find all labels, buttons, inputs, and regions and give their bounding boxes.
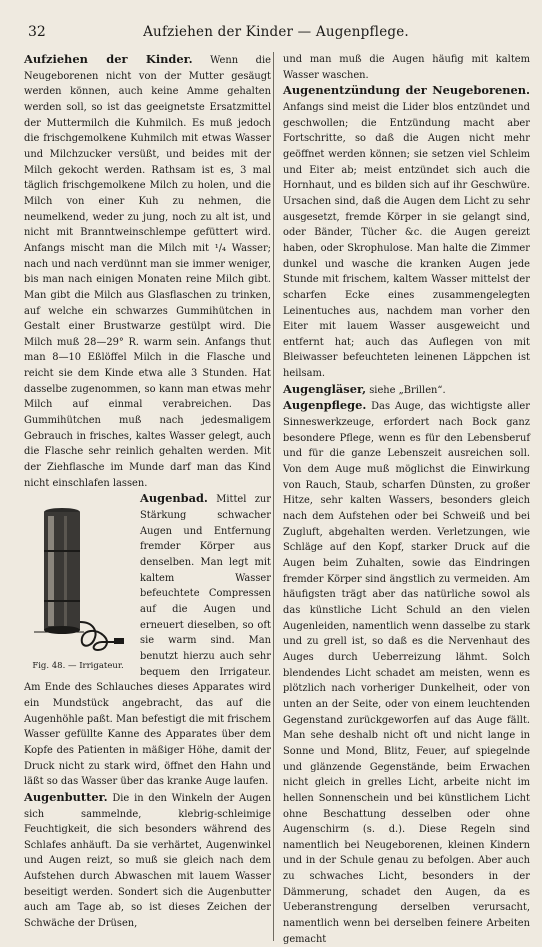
entry-heading: Augengläser,	[283, 381, 367, 396]
irrigateur-figure	[24, 492, 132, 672]
entry-continuation	[283, 52, 530, 83]
entry-text: Die in den Winkeln der Augen sich sammelnde, klebrig-schleimige Feuchtigkeit, die sich besonders während des Schlafes anhäuft. Da sie verhärtet, Augenwinkel und Augen reizt, so muß sie gleich nach dem Aufstehen durch Abwaschen mit lauem Wasser beseitigt werden. Sondert sich die Augenbutter auch am Tage ab, so ist dieses Zeichen der Schwäche der Drüsen,	[24, 792, 272, 930]
two-column-body	[24, 52, 531, 945]
irrigateur-illustration	[24, 492, 132, 660]
entry-heading: Augenpflege.	[283, 398, 367, 413]
entry-augenbad	[24, 491, 271, 789]
entry-heading: Augenentzündung der Neugeborenen.	[283, 83, 530, 98]
running-head: Aufziehen der Kinder — Augenpflege.	[143, 24, 409, 40]
left-column	[24, 52, 271, 941]
entry-augenentzuendung	[283, 83, 530, 381]
right-column	[283, 52, 531, 945]
entry-augenpflege	[283, 398, 530, 947]
entry-augenglaeser	[283, 382, 530, 399]
entry-augenbutter	[24, 790, 271, 932]
entry-aufziehen	[24, 52, 271, 491]
entry-text: siehe „Brillen“.	[369, 384, 446, 396]
page-header	[24, 22, 528, 44]
entry-text: Anfangs sind meist die Lider blos entzündet und geschwollen; die Entzündung macht aber Fortschritte, so daß die Augen nicht mehr geöffnet werden können; sie setzen viel Schleim und Eiter ab; meist entzündet sich auch die Hornhaut, und es bilden sich auf ihr Geschwüre. Ursachen sind, daß die Augen dem Licht zu sehr ausgesetzt, fremde Körper in sie gelangt sind, oder Bänder, Tücher &c. die Augen gereizt haben, oder Skrophulose. Man halte die Zimmer dunkel und wasche die kranken Augen jede Stunde mit frischem, kaltem Wasser mittelst der scharfen Ecke eines zusammengelegten Leinentuches aus, nachdem man vorher den Eiter mit lauem Wasser ausgeweicht und entfernt hat; auch das Auflegen von mit Bleiwasser befeuchteten leinenen Läppchen ist heilsam.	[283, 101, 530, 380]
page-number: 32	[28, 24, 46, 40]
entry-text: Das Auge, das wichtigste aller Sinneswerkzeuge, erfordert nach Bock ganz besondere Pflege, wenn es für den Lebensberuf und für die ganze Lebenszeit ausreichen soll. Von dem Auge muß möglichst die Einwirkung von Rauch, Staub, scharfen Dünsten, zu großer Hitze, sehr kalten Wassers, besonders gleich nach dem Aufstehen oder bei Schweiß und bei Zugluft, abgehalten werden. Verletzungen, wie Schläge auf den Kopf, starker Druck auf die Augen beim Zuhalten, sowie das Eindringen fremder Körper sind ängstlich zu vermeiden. Am häufigsten trägt aber das natürliche sowol als das künstliche Licht Schuld an den vielen Augenleiden, namentlich wenn dasselbe zu stark und zu grell ist, so daß es die Nervenhaut des Auges durch Ueberreizung lähmt. Solch blendendes Licht schadet am meisten, wenn es plötzlich nach vorheriger Dunkelheit, oder von unten an der Seite, oder von einem leuchtenden Gegenstand zurückgeworfen auf das Auge fällt. Man sehe deshalb nicht oft und nicht lange in Sonne und Mond, Blitz, Feuer, auf spiegelnde und glänzende Gegenstände, beim Erwachen nicht gleich in grelles Licht, arbeite nicht im hellen Sonnenschein und bei künstlichem Licht ohne Beschattung desselben oder ohne Augenschirm (s. d.). Diese Regeln sind namentlich bei Neugeborenen, kleinen Kindern und in der Schule genau zu befolgen. Aber auch zu schwaches Licht, besonders in der Dämmerung, schadet den Augen, da es Ueberanstrengung derselben verursacht, namentlich wenn bei derselben feinere Arbeiten gemacht	[283, 401, 531, 945]
entry-heading: Augenbutter.	[24, 789, 108, 804]
entry-text: Wenn die Neugeborenen nicht von der Mutter gesäugt werden können, auch keine Amme gehalten werden soll, so ist das geeignetste Ersatzmittel der Muttermilch die Kuhmilch. Es muß jedoch die frischgemolkene Kuhmilch mit etwas Wasser und Milchzucker versüßt, und beides mit der Milch gekocht werden. Rathsam ist es, 3 mal täglich frischgemolkene Milch zu holen, und die Milch von einer Kuh zu nehmen, die neumelkend, weder zu jung, noch zu alt ist, und nicht mit Branntweinschlempe gefüttert wird. Anfangs mischt man die Milch mit ¹/₄ Wasser; nach und nach verdünnt man sie immer weniger, bis man nach einigen Monaten reine Milch gibt. Man gibt die Milch aus Glasflaschen zu trinken, auf welche ein schwarzes Gummihütchen in Gestalt einer Brustwarze gestülpt wird. Die Milch muß 28—29° R. warm sein. Anfangs thut man 8—10 Eßlöffel Milch in die Flasche und reicht sie dem Kinde etwa alle 3 Stunden. Hat dasselbe zugenommen, so kann man etwas mehr Milch auf einmal verabreichen. Das Gummihütchen muß nach jedesmaligem Gebrauch in frisches, kaltes Wasser gelegt, auch die Flasche sehr reinlich gehalten werden. Mit der Ziehflasche im Munde darf man das Kind nicht einschlafen lassen.	[24, 55, 271, 489]
entry-text: Mittel zur Stärkung schwacher Augen und Entfernung fremder Körper aus denselben. Man legt mit kaltem Wasser befeuchtete Compressen auf die Augen und erneuert dieselben, so oft sie warm sind. Man benutzt hierzu auch sehr bequem den Irrigateur. Am Ende des Schlauches dieses Apparates wird ein Mundstück angebracht, das auf die Augenhöhle paßt. Man befestigt die mit frischem Wasser gefüllte Kanne des Apparates über dem Kopfe des Patienten in mäßiger Höhe, damit der Druck nicht zu stark wird, öffnet den Hahn und läßt so das Wasser über das kranke Auge laufen.	[24, 494, 271, 788]
entry-heading: Augenbad.	[140, 491, 208, 506]
column-divider	[273, 52, 274, 941]
figure-caption: Fig. 48. — Irrigateur.	[32, 661, 124, 672]
entry-text: und man muß die Augen häufig mit kaltem Wasser waschen.	[283, 54, 530, 81]
entry-heading: Aufziehen der Kinder.	[24, 52, 193, 66]
